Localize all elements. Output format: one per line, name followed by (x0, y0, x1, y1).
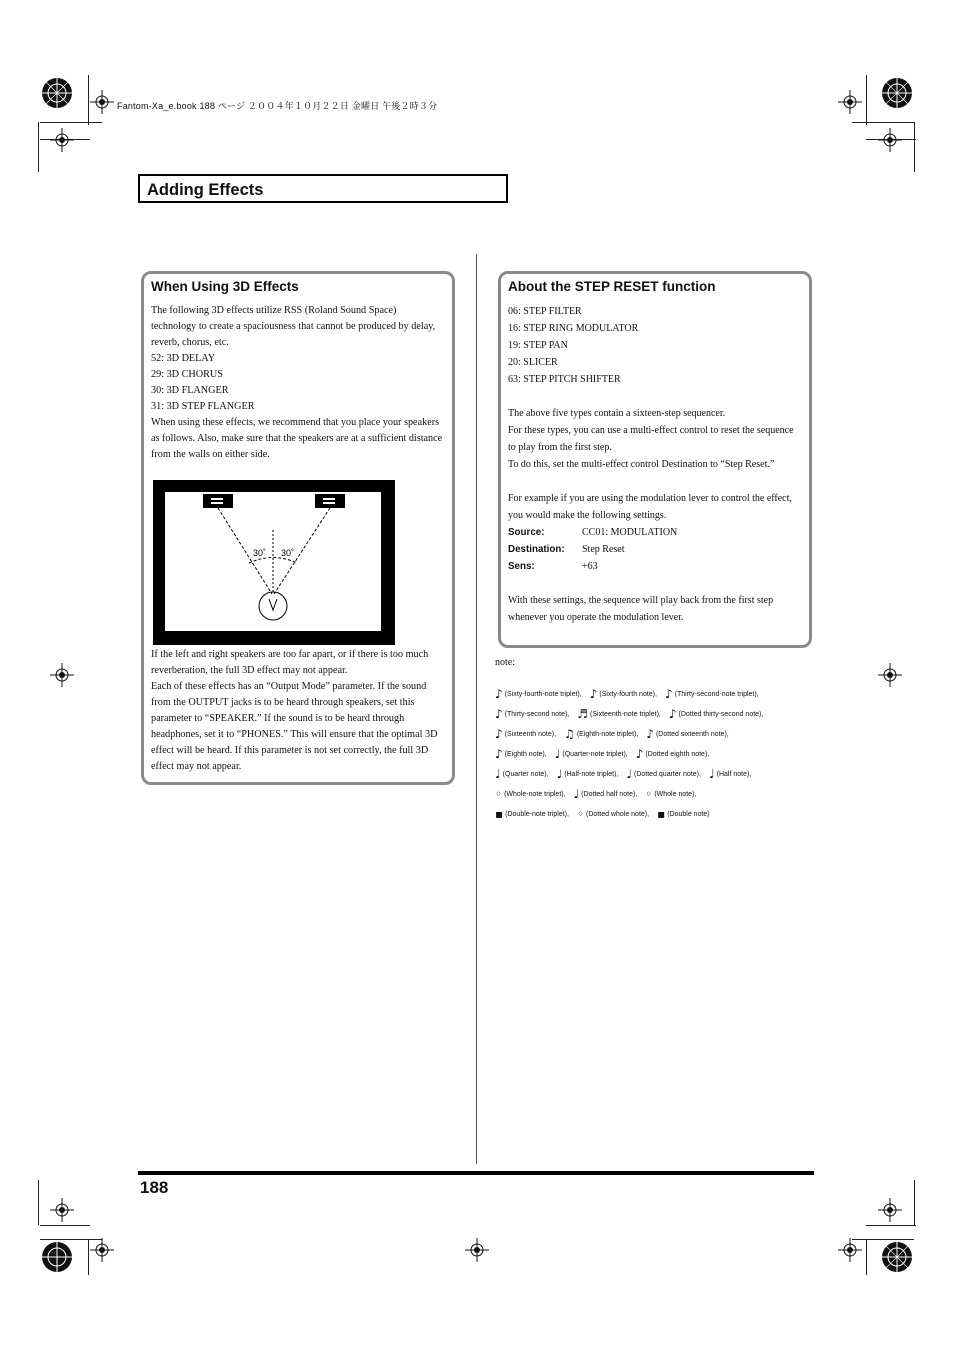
quarter-triplet-icon: ♩ (554, 747, 561, 761)
result-paragraph: With these settings, the sequence will play back from the first step whenever you operate the modulation lever. (508, 595, 774, 623)
warning-paragraph: If the left and right speakers are too far apart, or if there is too much reverberation, the full 3D effect may not appear. (151, 649, 429, 676)
note-text: (Eighth note), (504, 750, 547, 758)
note-row (495, 788, 704, 800)
destination-paragraph: To do this, set the multi-effect control Destination to “Step Reset.” (508, 459, 775, 470)
crosshair-mark (50, 128, 74, 152)
note-text: (Half note), (716, 770, 752, 778)
note-text: (Dotted quarter note), (634, 770, 701, 778)
whole-icon: ◦ (645, 787, 653, 801)
page-rule (138, 1171, 814, 1175)
note-text: (Sixty-fourth note), (599, 690, 657, 698)
effect-item: 31: 3D STEP FLANGER (151, 401, 255, 412)
setting-value: +63 (582, 561, 598, 572)
registration-mark-bottom-right (880, 1240, 914, 1274)
registration-mark-bottom-left (40, 1240, 74, 1274)
box-title: About the STEP RESET function (508, 279, 716, 294)
note-text: (Dotted eighth note), (645, 750, 710, 758)
column-divider (476, 254, 477, 1164)
dotted-eighth-icon: ♪ (635, 747, 644, 761)
note-text: (Dotted thirty-second note), (678, 710, 764, 718)
setting-key: Source: (508, 527, 545, 538)
setting-key: Sens: (508, 561, 535, 572)
setting-value: CC01: MODULATION (582, 527, 678, 538)
setting-row (508, 541, 801, 558)
note-text: (Dotted whole note), (586, 810, 650, 818)
note-text: (Thirty-second note), (504, 710, 570, 718)
right-speaker-icon (315, 494, 345, 508)
sequencer-paragraph: The above five types contain a sixteen-step sequencer. (508, 408, 726, 419)
reset-paragraph: For these types, you can use a multi-effect control to reset the sequence to play from the first step. (508, 425, 794, 453)
note-text: (Eighth-note triplet), (576, 730, 639, 738)
sixteenth-triplet-icon: ♬ (577, 707, 589, 721)
note-text: (Whole-note triplet), (504, 790, 566, 798)
effect-item: 30: 3D FLANGER (151, 385, 229, 396)
effect-item: 29: 3D CHORUS (151, 369, 223, 380)
effect-item: 06: STEP FILTER (508, 306, 582, 317)
note-text: (Half-note triplet), (564, 770, 619, 778)
crosshair-mark (465, 1238, 489, 1262)
effect-item: 63: STEP PITCH SHIFTER (508, 374, 621, 385)
section-title: Adding Effects (138, 174, 508, 203)
note-text: (Thirty-second-note triplet), (674, 690, 759, 698)
recommendation-paragraph: When using these effects, we recommend that you place your speakers as follows. Also, make sure that the speakers are at a sufficient distance from the walls on either side. (151, 417, 443, 460)
page-number: 188 (140, 1178, 169, 1197)
note-text: (Sixteenth-note triplet), (590, 710, 661, 718)
dotted-sixteenth-icon: ♪ (646, 727, 654, 741)
speaker-placement-diagram (153, 480, 395, 645)
left-speaker-icon (203, 494, 233, 508)
thirty-second-triplet-icon: ♪ (664, 687, 673, 701)
eighth-triplet-icon: ♫ (564, 727, 575, 741)
dotted-quarter-icon: ♩ (626, 767, 633, 781)
intro-paragraph: The following 3D effects utilize RSS (Roland Sound Space) technology to create a spaciousness that cannot be produced by delay, reverb, chorus, etc. (151, 305, 436, 348)
box-title: When Using 3D Effects (151, 279, 299, 294)
setting-row (508, 558, 801, 575)
double-triplet-icon: ▪ (495, 807, 504, 821)
3d-effects-box (141, 271, 455, 785)
half-icon: ♩ (708, 767, 715, 781)
step-reset-box (498, 271, 812, 648)
example-paragraph: For example if you are using the modulation lever to control the effect, you would make the following settings. (508, 493, 792, 521)
crosshair-mark (90, 1238, 114, 1262)
crosshair-mark (838, 1238, 862, 1262)
note-text: (Sixty-fourth-note triplet), (504, 690, 582, 698)
note-row (495, 768, 759, 780)
setting-key: Destination: (508, 544, 565, 555)
note-text: (Double-note triplet), (505, 810, 569, 818)
crosshair-mark (878, 128, 902, 152)
crosshair-mark (878, 663, 902, 687)
dotted-whole-icon: ◦ (576, 807, 585, 821)
note-row (495, 748, 717, 760)
crosshair-mark (838, 90, 862, 114)
note-text: (Double note) (667, 810, 710, 818)
angle-label-right: 30˚ (281, 548, 295, 558)
output-mode-paragraph: Each of these effects has an “Output Mode” parameter. If the sound from the OUTPUT jacks is to be heard through speakers, set this parameter to “SPEAKER.” If the sound is to be heard through headphones, set it to “PHONES.” This will ensure that the optimal 3D effect will be heard. If this parameter is not set correctly, the full 3D effect may not appear. (151, 681, 438, 772)
print-info-header: Fantom-Xa_e.book 188 ページ ２００４年１０月２２日 金曜日 午後２時３分 (117, 101, 438, 111)
registration-mark-top-right (880, 76, 914, 110)
half-triplet-icon: ♩ (556, 767, 563, 781)
setting-value: Step Reset (582, 544, 625, 555)
note-row (495, 688, 767, 700)
note-text: (Sixteenth note), (504, 730, 557, 738)
note-text: (Dotted half note), (581, 790, 638, 798)
effect-item: 19: STEP PAN (508, 340, 568, 351)
eighth-icon: ♪ (495, 747, 503, 761)
double-icon: ▪ (657, 807, 666, 821)
crosshair-mark (50, 663, 74, 687)
sixty-fourth-triplet-icon: ♪ (495, 687, 503, 701)
setting-row (508, 524, 801, 541)
dotted-half-icon: ♩ (573, 787, 580, 801)
crosshair-mark (90, 90, 114, 114)
thirty-second-icon: ♪ (495, 707, 503, 721)
note-row (495, 728, 737, 740)
note-text: (Dotted sixteenth note), (655, 730, 729, 738)
crosshair-mark (878, 1198, 902, 1222)
sixteenth-icon: ♪ (495, 727, 503, 741)
note-text: (Quarter note), (502, 770, 549, 778)
note-label: note: (495, 657, 515, 668)
note-text: (Whole note), (654, 790, 697, 798)
note-text: (Quarter-note triplet), (562, 750, 628, 758)
effect-item: 20: SLICER (508, 357, 558, 368)
effect-item: 16: STEP RING MODULATOR (508, 323, 639, 334)
registration-mark-top-left (40, 76, 74, 110)
dotted-thirty-second-icon: ♪ (668, 707, 677, 721)
angle-label-left: 30˚ (253, 548, 267, 558)
note-row (495, 808, 718, 820)
sixty-fourth-icon: ♪ (589, 687, 598, 701)
quarter-icon: ♩ (495, 767, 501, 781)
note-row (495, 708, 771, 720)
effect-item: 52: 3D DELAY (151, 353, 216, 364)
whole-triplet-icon: ◦ (495, 787, 503, 801)
crosshair-mark (50, 1198, 74, 1222)
